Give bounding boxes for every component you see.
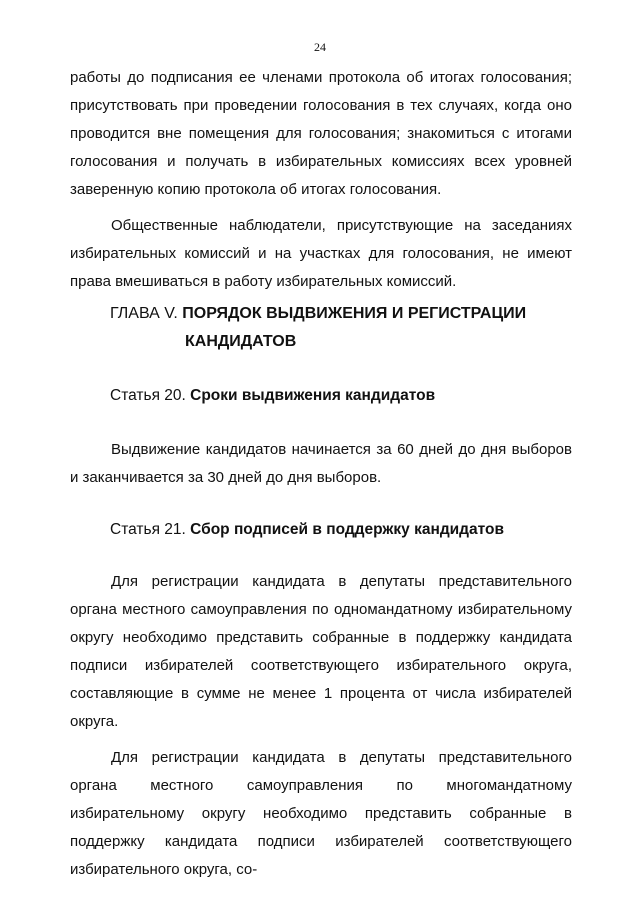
article-21-paragraph-1: Для регистрации кандидата в депутаты представительного органа местного самоуправления по одномандатному избирательному округу необходимо представить собранные в поддержку кандидата подписи избирателей соответствующего избирательного округа, составляющие в сумме не менее 1 процента от числа избирателей округа. xyxy=(70,573,572,730)
chapter-title: ПОРЯДОК ВЫДВИЖЕНИЯ И РЕГИСТРАЦИИ xyxy=(182,305,527,322)
article-21-prefix: Статья 21. xyxy=(110,521,191,538)
paragraph-continuation: работы до подписания ее членами протокола об итогах голосования; присутствовать при проведении голосования в тех случаях, когда оно проводится вне помещения для голосования; знакомиться с итогами голосования и получать в избирательных комиссиях всех уровней заверенную копию протокола об итогах голосования. xyxy=(70,69,572,198)
article-21-body xyxy=(70,568,572,884)
article-20-body xyxy=(70,436,572,492)
chapter-title-line2: КАНДИДАТОВ xyxy=(185,333,297,350)
article-20-heading xyxy=(110,382,435,410)
article-20-title: Сроки выдвижения кандидатов xyxy=(190,387,436,404)
top-text xyxy=(70,64,572,296)
article-21-title: Сбор подписей в поддержку кандидатов xyxy=(190,521,505,538)
chapter-heading xyxy=(110,300,526,356)
chapter-prefix: ГЛАВА V. xyxy=(110,305,183,322)
article-21-paragraph-2: Для регистрации кандидата в депутаты представительного органа местного самоуправления по многомандатному избирательному округу необходимо представить собранные в поддержку кандидата подписи избирателей соответствующего избирательного округа, со- xyxy=(70,749,572,878)
article-21-heading xyxy=(110,516,504,544)
page-number: 24 xyxy=(314,40,326,54)
article-20-prefix: Статья 20. xyxy=(110,387,191,404)
article-20-paragraph: Выдвижение кандидатов начинается за 60 дней до дня выборов и заканчивается за 30 дней до дня выборов. xyxy=(70,441,572,486)
paragraph-observers: Общественные наблюдатели, присутствующие на заседаниях избирательных комиссий и на участках для голосования, не имеют права вмешиваться в работу избирательных комиссий. xyxy=(70,217,572,290)
